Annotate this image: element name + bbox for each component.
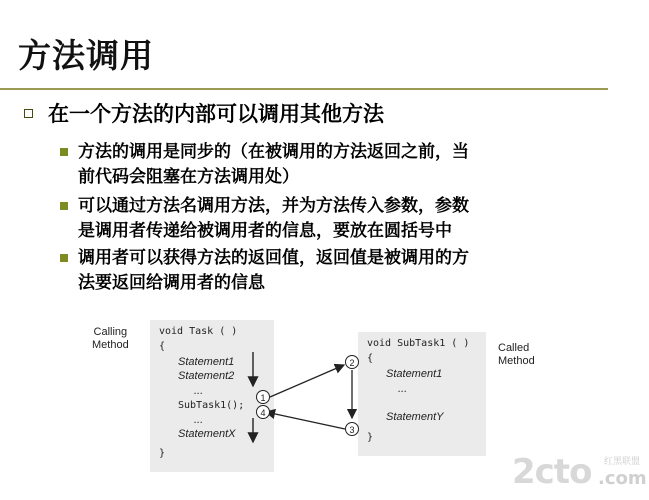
bullet-line: 可以通过方法名调用方法，并为方法传入参数，参数 [78, 196, 469, 216]
bullet-level1-text: 在一个方法的内部可以调用其他方法 [48, 102, 384, 126]
code-line: } [159, 448, 166, 459]
code-line: Statement1 [178, 356, 235, 368]
step-marker-4 [257, 406, 270, 419]
filled-square-bullet-icon [60, 254, 68, 262]
code-line: StatementX [178, 428, 236, 440]
code-line: ... [194, 414, 204, 426]
title-divider [0, 88, 608, 90]
called-method-label: Called Method [498, 342, 535, 367]
code-line: ... [398, 383, 408, 395]
step-marker-3 [346, 423, 359, 436]
step-number: 3 [349, 425, 355, 435]
step-number: 1 [260, 393, 266, 403]
bullet-line: 调用者可以获得方法的返回值，返回值是被调用的方 [78, 248, 469, 268]
bullet-line: 是调用者传递给被调用者的信息，要放在圆括号中 [78, 221, 452, 241]
hollow-square-bullet-icon [24, 109, 33, 118]
code-line: void SubTask1 ( ) [367, 338, 470, 349]
watermark-sub: 红黑联盟 [604, 457, 641, 467]
bullet-level2-text [78, 194, 598, 244]
code-line: ... [194, 385, 204, 397]
bullet-line: 法要返回给调用者的信息 [78, 273, 265, 293]
code-line: Statement1 [386, 368, 443, 380]
step-marker-2 [346, 356, 359, 369]
code-line: { [159, 341, 166, 352]
return-arrow [266, 412, 345, 429]
bullet-level2-text [78, 140, 598, 190]
bullet-level2-text [78, 246, 598, 296]
watermark-main: 2cto [512, 452, 592, 492]
code-line: { [367, 353, 374, 364]
code-line: StatementY [386, 411, 444, 423]
code-line-call: SubTask1(); [178, 400, 245, 411]
code-line: } [367, 432, 374, 443]
call-arrow [270, 365, 344, 397]
code-line: void Task ( ) [159, 326, 238, 337]
calling-method-label: Calling Method [92, 326, 129, 351]
watermark-com: .com [598, 468, 647, 489]
filled-square-bullet-icon [60, 202, 68, 210]
step-number: 4 [260, 408, 266, 418]
step-number: 2 [349, 358, 355, 368]
filled-square-bullet-icon [60, 148, 68, 156]
slide-title: 方法调用 [18, 36, 154, 75]
code-line: Statement2 [178, 370, 235, 382]
bullet-line: 方法的调用是同步的（在被调用的方法返回之前，当 [78, 142, 469, 162]
step-marker-1 [257, 391, 270, 404]
bullet-line: 前代码会阻塞在方法调用处） [78, 167, 299, 187]
watermark-logo [512, 450, 649, 500]
